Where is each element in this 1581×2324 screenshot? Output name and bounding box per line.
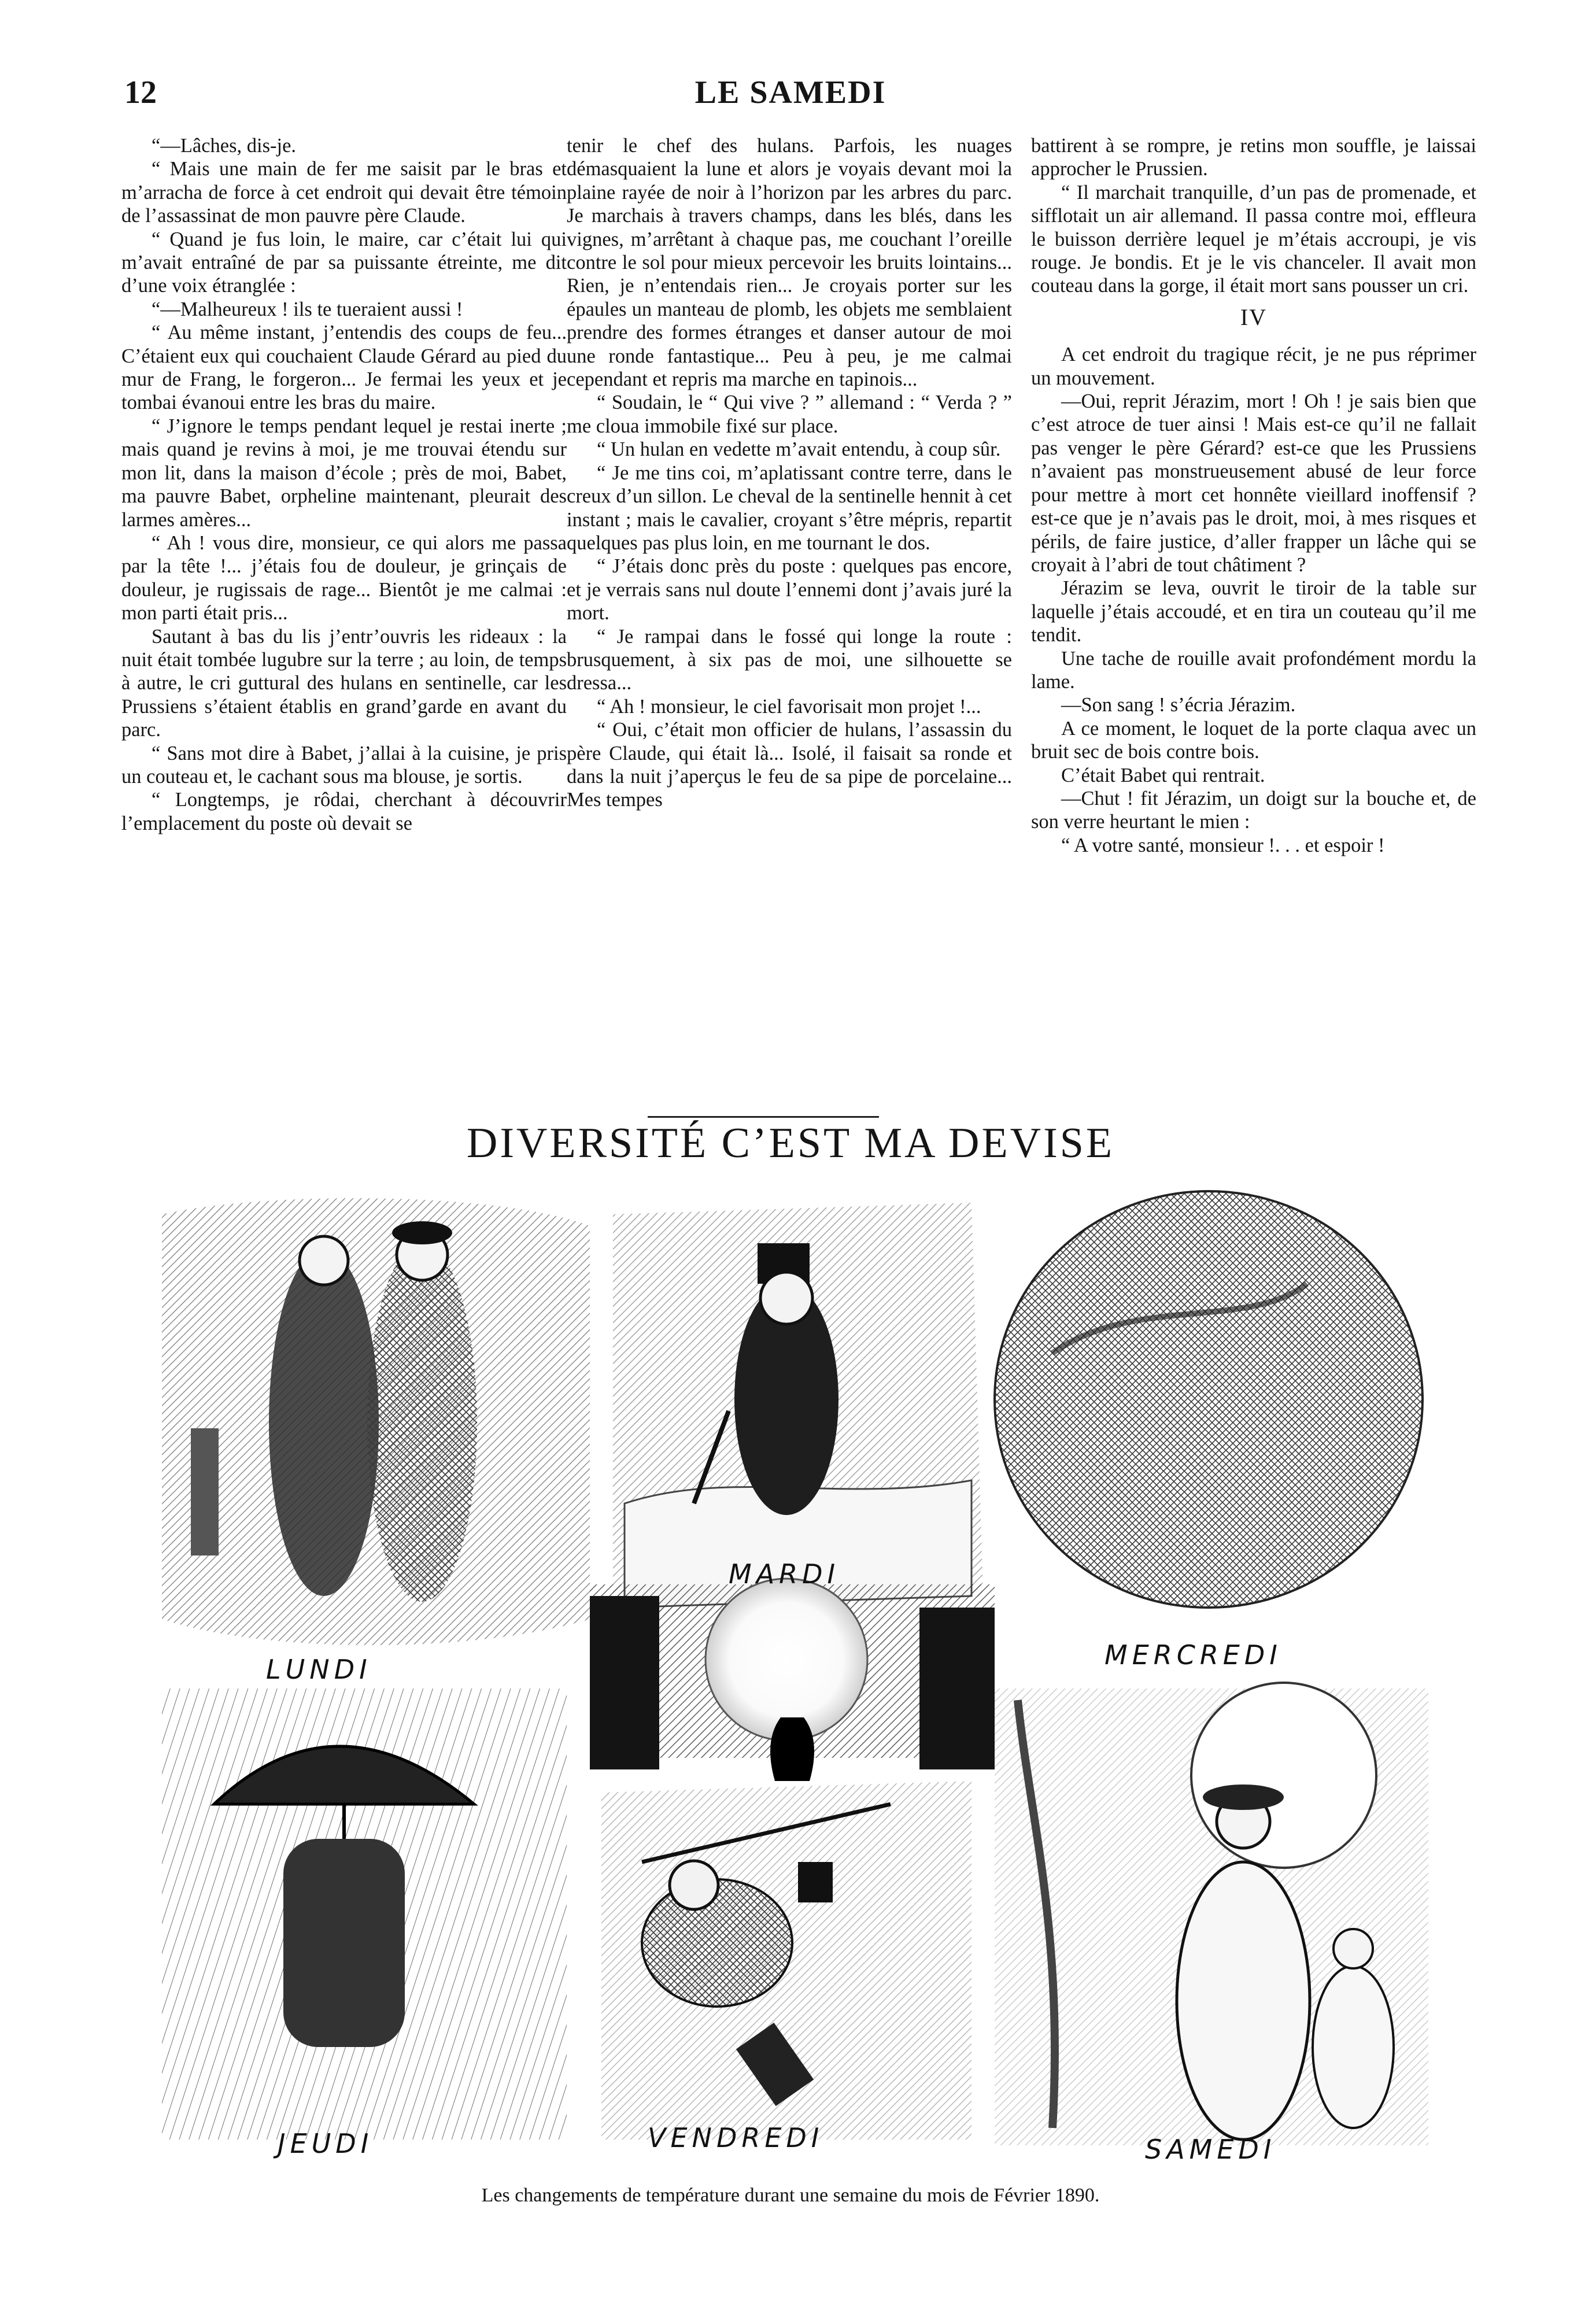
paragraph: “ Au même instant, j’entendis des coups de feu... C’étaient eux qui couchaient Claude Gérard au pied du mur de Frang, le forgeron... Je fermai les yeux et je tombai évanoui entre les bras du maire. [121, 322, 567, 414]
illustration-caption: Les changements de température durant une semaine du mois de Février 1890. [481, 2185, 1100, 2206]
paragraph: “ Mais une main de fer me saisit par le bras et m’arracha de force à cet endroit qui devait être témoin de l’assassinat de mon pauvre père Claude. [121, 158, 567, 227]
paragraph: “ Il marchait tranquille, d’un pas de promenade, et sifflotait un air allemand. Il passa contre moi, effleura le buisson derrière lequel je m’étais accroupi, je vis rouge. Je bondis. Et je le vis chanceler. Il avait mon couteau dans la gorge, il était mort sans pousser un cri. [1031, 181, 1476, 297]
paragraph: “ Soudain, le “ Qui vive ? ” allemand : “ Verda ? ” me cloua immobile fixé sur place. [567, 391, 1012, 437]
paragraph: “ Longtemps, je rôdai, cherchant à découvrir l’emplacement du poste où devait se [121, 789, 567, 834]
page-header [0, 0, 1581, 127]
label-jeudi: JEUDI [278, 2128, 374, 2159]
paragraph: “ Je rampai dans le fossé qui longe la route : brusquement, à six pas de moi, une silhouette se dressa... [567, 625, 1012, 694]
panel-moon-night [590, 1579, 995, 1781]
paragraph: “ J’ignore le temps pendant lequel je restai inerte ; mais quand je revins à moi, je me trouvai étendu sur mon lit, dans la maison d’école ; près de moi, Babet, ma pauvre Babet, orpheline maintenant, pleurait des larmes amères... [121, 415, 567, 531]
paragraph: tenir le chef des hulans. Parfois, les nuages démasquaient la lune et alors je voyais devant moi la plaine rayée de noir à l’horizon par les arbres du parc. Je marchais à travers champs, dans les blés, dans les vignes, m’arrêtant à chaque pas, me couchant l’oreille contre le sol pour mieux percevoir les bruits lointains... Rien, je n’entendais rien... Je croyais porter sur les épaules un manteau de plomb, les objets me semblaient prendre des formes étranges et danser autour de moi une ronde fantastique... Peu à peu, je me calmai cependant et repris ma marche en tapinois... [567, 135, 1012, 391]
paragraph: “ Un hulan en vedette m’avait entendu, à coup sûr. [597, 438, 1001, 461]
paragraph: —Chut ! fit Jérazim, un doigt sur la bouche et, de son verre heurtant le mien : [1031, 787, 1476, 833]
label-mardi: MARDI [729, 1558, 840, 1590]
panel-lundi [162, 1198, 590, 1645]
label-vendredi: VENDREDI [648, 2122, 824, 2153]
paragraph: Une tache de rouille avait profondément mordu la lame. [1031, 647, 1476, 693]
paragraph: “ Je me tins coi, m’aplatissant contre terre, dans le creux d’un sillon. Le cheval de la sentinelle hennit à cet instant ; mais le cavalier, croyant s’être mépris, repartit quelques pas plus loin, en me tournant le dos. [567, 461, 1012, 554]
panel-mercredi [995, 1191, 1423, 1608]
panel-mardi [613, 1203, 983, 1619]
paragraph: A cet endroit du tragique récit, je ne pus réprimer un mouvement. [1031, 343, 1476, 389]
page-number: 12 [124, 75, 157, 110]
text-column-1 [121, 134, 567, 835]
paragraph: “ Quand je fus loin, le maire, car c’était lui qui m’avait entraîné de par sa puissante étreinte, me dit d’une voix étranglée : [121, 228, 567, 297]
title-rule [648, 1116, 879, 1118]
paragraph: C’était Babet qui rentrait. [1061, 764, 1265, 786]
paragraph: “—Lâches, dis-je. [152, 135, 297, 157]
paragraph: Jérazim se leva, ouvrit le tiroir de la table sur laquelle j’étais accoudé, et en tira un couteau qu’il me tendit. [1031, 577, 1476, 646]
paragraph: “ Oui, c’était mon officier de hulans, l’assassin du père Claude, qui était là... Isolé, il faisait sa ronde et dans la nuit j’aperçus le feu de sa pipe de porcelaine... Mes tempes [567, 719, 1012, 811]
paragraph: “ Sans mot dire à Babet, j’allai à la cuisine, je pris un couteau et, le cachant sous ma blouse, je sortis. [121, 742, 567, 788]
paragraph: —Oui, reprit Jérazim, mort ! Oh ! je sais bien que c’est atroce de tuer ainsi ! Mais est-ce qu’il ne fallait pas venger le père Gérard? est-ce que les Prussiens n’avaient pas monstrueusement abusé de leur force pour mettre à mort cet honnête vieillard inoffensif ? est-ce que je n’avais pas le droit, moi, à mes risques et périls, de faire justice, d’aller frapper un lâche qui se croyait à l’abri de tout châtiment ? [1031, 390, 1476, 576]
illustration-title: DIVERSITÉ C’EST MA DEVISE [466, 1119, 1115, 1167]
paragraph: Sautant à bas du lis j’entr’ouvris les rideaux : la nuit était tombée lugubre sur la terre ; au loin, de temps à autre, le cri guttural des hulans en sentinelle, car les Prussiens s’étaient établis en grand’garde en avant du parc. [121, 625, 567, 741]
text-column-2 [567, 134, 1012, 812]
paragraph: —Son sang ! s’écria Jérazim. [1061, 694, 1296, 716]
panel-jeudi [162, 1688, 567, 2140]
paragraph: A ce moment, le loquet de la porte claqua avec un bruit sec de bois contre bois. [1031, 717, 1476, 763]
label-lundi: LUNDI [266, 1654, 372, 1685]
paragraph: “ A votre santé, monsieur !. . . et espoir ! [1061, 834, 1385, 856]
paragraph: “ Ah ! vous dire, monsieur, ce qui alors me passa par la tête !... j’étais fou de douleur, je grinçais de douleur, je rugissais de rage... Bientôt je me calmai : mon parti était pris... [121, 531, 567, 625]
paragraph: “—Malheureux ! ils te tueraient aussi ! [152, 298, 463, 320]
label-samedi: SAMEDI [1145, 2134, 1276, 2165]
label-mercredi: MERCREDI [1105, 1639, 1282, 1671]
weekly-weather-illustration [150, 1180, 1440, 2174]
paragraph: “ J’étais donc près du poste : quelques pas encore, et je verrais sans nul doute l’ennemi dont j’avais juré la mort. [567, 555, 1012, 625]
text-column-3 [1031, 134, 1476, 857]
section-heading: IV [1240, 304, 1268, 330]
panel-samedi [995, 1683, 1428, 2145]
panel-vendredi [601, 1781, 971, 2140]
paragraph: “ Ah ! monsieur, le ciel favorisait mon projet !... [597, 695, 981, 718]
journal-title: LE SAMEDI [695, 75, 886, 110]
paragraph: battirent à se rompre, je retins mon souffle, je laissai approcher le Prussien. [1031, 135, 1476, 180]
